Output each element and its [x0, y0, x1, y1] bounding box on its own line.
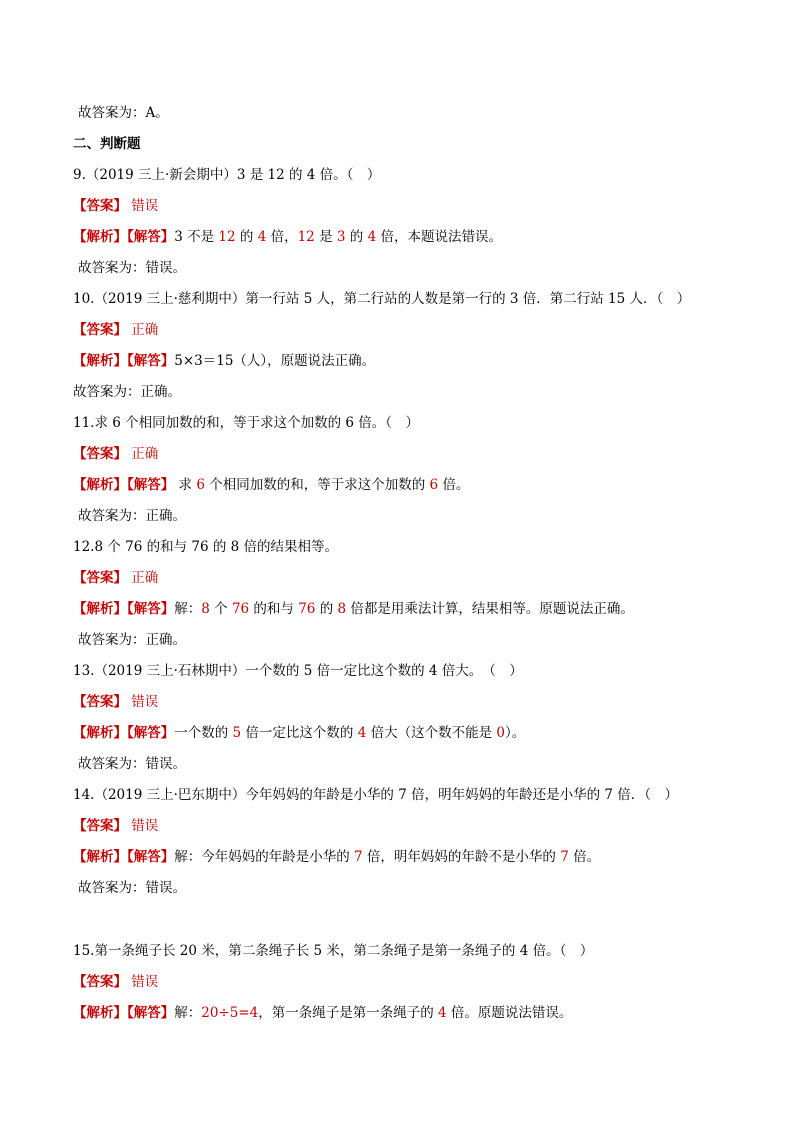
- question-9: 9.（2019 三上·新会期中）3 是 12 的 4 倍。（ ）: [73, 167, 381, 183]
- question-12: 12.8 个 76 的和与 76 的 8 倍的结果相等。: [73, 539, 339, 555]
- conclusion-9: 故答案为：错误。: [78, 260, 186, 276]
- conclusion-10: 故答案为：正确。: [73, 384, 181, 400]
- analysis-label: 【解析】【解答】: [73, 477, 175, 493]
- analysis-text: 5×3＝15（人），原题说法正确。: [174, 353, 376, 369]
- analysis-label: 【解析】【解答】: [73, 229, 175, 245]
- answer-value: 正确: [131, 446, 159, 462]
- conclusion-12: 故答案为：正确。: [78, 632, 186, 648]
- question-15: 15.第一条绳子长 20 米，第二条绳子长 5 米，第二条绳子是第一条绳子的 4 倍。（ ）: [73, 943, 594, 959]
- question-13: 13.（2019 三上·石林期中）一个数的 5 倍一定比这个数的 4 倍大。 （ ）: [73, 663, 523, 679]
- question-10: 10.（2019 三上·慈利期中）第一行站 5 人，第二行站的人数是第一行的 3 倍．第二行站 15 人．（ ）: [73, 291, 691, 307]
- analysis-9: 【解析】【解答】3 不是 12 的 4 倍，12 是 3 的 4 倍，本题说法错误。: [73, 229, 502, 245]
- answer-11: [73, 445, 158, 463]
- previous-conclusion: 故答案为：A。: [78, 105, 169, 121]
- analysis-label: 【解析】【解答】: [73, 353, 175, 369]
- answer-9: [73, 197, 158, 215]
- answer-label: 【答案】: [73, 570, 127, 586]
- answer-value: 错误: [131, 694, 159, 710]
- question-14: 14.（2019 三上·巴东期中）今年妈妈的年龄是小华的 7 倍，明年妈妈的年龄还是小华的 7 倍．（ ）: [73, 787, 679, 803]
- answer-label: 【答案】: [73, 694, 127, 710]
- analysis-11: 【解析】【解答】 求 6 个相同加数的和，等于求这个加数的 6 倍。: [73, 477, 470, 493]
- answer-label: 【答案】: [73, 974, 127, 990]
- answer-label: 【答案】: [73, 446, 127, 462]
- answer-14: [73, 817, 158, 835]
- conclusion-14: 故答案为：错误。: [78, 880, 186, 896]
- analysis-label: 【解析】【解答】: [73, 601, 175, 617]
- answer-label: 【答案】: [73, 818, 127, 834]
- answer-15: [73, 973, 158, 991]
- answer-label: 【答案】: [73, 198, 127, 214]
- answer-value: 正确: [131, 322, 159, 338]
- answer-value: 正确: [131, 570, 159, 586]
- conclusion-13: 故答案为：错误。: [78, 756, 186, 772]
- analysis-label: 【解析】【解答】: [73, 849, 175, 865]
- answer-12: [73, 569, 158, 587]
- answer-10: [73, 321, 158, 339]
- answer-value: 错误: [131, 974, 159, 990]
- analysis-14: 【解析】【解答】解：今年妈妈的年龄是小华的 7 倍，明年妈妈的年龄不是小华的 7 倍。: [73, 849, 601, 865]
- analysis-13: 【解析】【解答】一个数的 5 倍一定比这个数的 4 倍大（这个数不能是 0）。: [73, 725, 526, 741]
- analysis-label: 【解析】【解答】: [73, 725, 175, 741]
- conclusion-11: 故答案为：正确。: [78, 508, 186, 524]
- analysis-15: 【解析】【解答】解：20÷5=4，第一条绳子是第一条绳子的 4 倍。原题说法错误。: [73, 1005, 573, 1021]
- answer-13: [73, 693, 158, 711]
- section-title: 二、判断题: [73, 136, 141, 152]
- answer-label: 【答案】: [73, 322, 127, 338]
- analysis-label: 【解析】【解答】: [73, 1005, 175, 1021]
- analysis-12: 【解析】【解答】解：8 个 76 的和与 76 的 8 倍都是用乘法计算，结果相等。原题说法正确。: [73, 601, 634, 617]
- question-11: 11.求 6 个相同加数的和，等于求这个加数的 6 倍。（ ）: [73, 415, 420, 431]
- answer-value: 错误: [131, 818, 159, 834]
- answer-value: 错误: [131, 198, 159, 214]
- analysis-10: [73, 352, 375, 370]
